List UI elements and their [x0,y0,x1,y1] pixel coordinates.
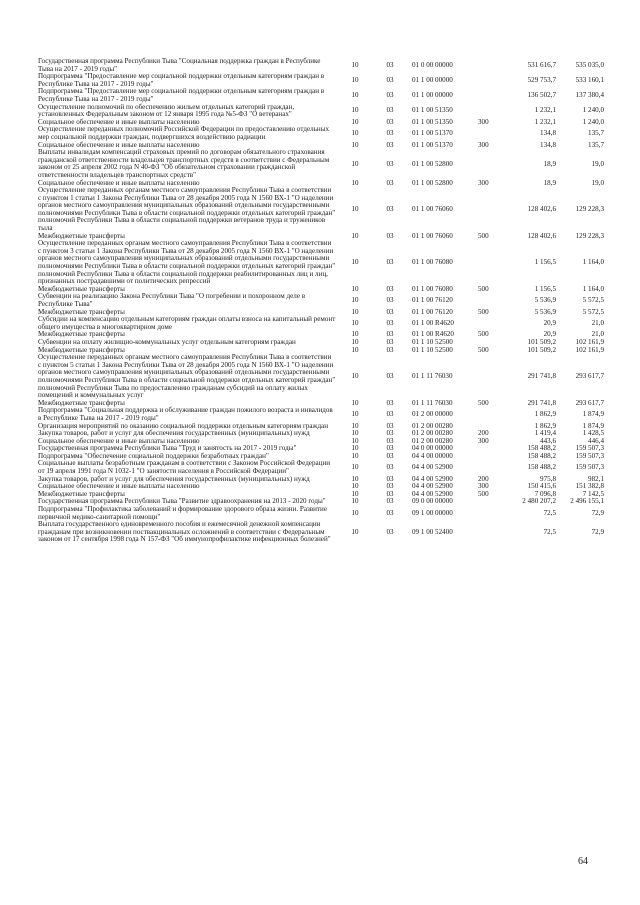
row-amount-second: 1 874,9 [582,410,604,419]
row-subsection: 03 [386,318,394,327]
row-amount-first: 158 488,2 [527,463,556,472]
row-target-article: 01 1 00 52800 [412,178,453,187]
row-amount-first: 5 536,9 [534,296,556,305]
row-name: Закупка товаров, работ и услуг для обеспечения государственных (муниципальных) нужд [38,474,310,483]
row-amount-first: 128 402,6 [527,231,556,240]
row-section: 10 [351,436,359,445]
row-subsection: 03 [386,258,394,267]
row-amount-first: 291 741,8 [527,398,556,407]
row-name: Межбюджетные трансферты [38,330,125,339]
row-amount-first: 128 402,6 [527,205,556,214]
row-amount-second: 535 035,0 [575,60,604,69]
table-row [38,506,604,521]
table-row [38,521,604,544]
table-row [38,460,604,475]
row-amount-first: 1 419,4 [534,429,556,438]
row-name: Подпрограмма "Предоставление мер социальной поддержки отдельным категориям граждан в Республике Тыва на 2017 - 2019 годы" [38,87,325,103]
table-row [38,187,604,233]
table-row [38,104,604,119]
row-amount-first: 72,5 [543,527,556,536]
row-section: 10 [351,231,359,240]
row-amount-second: 159 507,3 [575,444,604,453]
row-amount-second: 1 240,0 [582,117,604,126]
row-expense-type [474,240,504,286]
row-name: Подпрограмма "Профилактика заболеваний и формирование здорового образа жизни. Развитие первичной медико-санитарной помощи" [38,505,327,521]
row-expense-type: 300 [478,436,489,445]
row-subsection: 03 [386,463,394,472]
page-number: 64 [578,856,588,867]
row-section: 10 [351,337,359,346]
row-name: Межбюджетные трансферты [38,284,125,293]
row-name: Осуществление переданных органам местного самоуправления Республики Тыва в соответствии с пунктом 5 статьи 1 Закона Республики Тыва от 28 декабря 2005 года N 1560 ВХ-1 "О наделении органов местного самоуправления муниципальных образований отдельными государственными полномочиями Республики Тыва в области социальной поддержки отдельных категорий граждан" полномочий Республики Тыва по предоставлению гражданам субсидий на оплату жилых помещений и коммунальных услуг [38,353,336,400]
row-amount-second: 129 228,3 [575,205,604,214]
row-amount-second: 1 164,0 [582,284,604,293]
row-subsection: 03 [386,489,394,498]
row-amount-second: 135,7 [588,140,604,149]
row-amount-second: 21,0 [591,318,604,327]
row-target-article: 01 1 10 52500 [412,345,453,354]
row-amount-second: 5 572,5 [582,307,604,316]
row-expense-type [474,316,504,331]
row-subsection: 03 [386,398,394,407]
row-amount-second: 72,9 [591,508,604,517]
row-target-article: 04 4 00 52900 [412,482,453,491]
table-row [38,58,604,73]
row-expense-type: 500 [478,398,489,407]
row-amount-first: 20,9 [543,330,556,339]
row-section: 10 [351,129,359,138]
row-name: Социальное обеспечение и иные выплаты населению [38,436,200,445]
row-target-article: 01 1 00 51350 [412,117,453,126]
row-name: Межбюджетные трансферты [38,489,125,498]
row-subsection: 03 [386,372,394,381]
row-name: Осуществление переданных органам местного самоуправления Республики Тыва в соответствии с пунктом 1 статьи 1 Закона Республики Тыва от 28 декабря 2005 года N 1560 ВХ-1 "О наделении органов местного самоуправления муниципальных образований отдельными государственными полномочиями Республики Тыва в области социальной поддержки отдельных категорий граждан" полномочий Республики Тыва в области социальной поддержки ветеранов труда и тружеников тыла [38,186,336,233]
row-section: 10 [351,497,359,506]
row-name: Социальные выплаты безработным гражданам в соответствии с Законом Российской Федерации от 19 апреля 1991 года N 1032-1 "О занятости населения в Российской Федерации" [38,459,331,476]
row-amount-first: 18,9 [543,159,556,168]
row-target-article: 01 1 00 51350 [412,106,453,115]
row-subsection: 03 [386,497,394,506]
row-subsection: 03 [386,436,394,445]
row-name: Государственная программа Республики Тыва "Труд и занятость на 2017 - 2019 годы" [38,444,297,453]
row-name: Межбюджетные трансферты [38,398,125,407]
row-section: 10 [351,345,359,354]
row-amount-first: 5 536,9 [534,307,556,316]
row-amount-first: 72,5 [543,508,556,517]
row-section: 10 [351,296,359,305]
row-amount-first: 7 096,8 [534,489,556,498]
row-expense-type [474,460,504,475]
row-amount-second: 7 142,5 [582,489,604,498]
row-amount-second: 135,7 [588,129,604,138]
row-section: 10 [351,284,359,293]
row-expense-type: 200 [478,474,489,483]
row-name: Выплаты инвалидам компенсаций страховых премий по договорам обязательного страхования гражданской ответственности владельцев транспортных средств в соответствии с Федеральным законом от 25 апреля 2002 года N 40-ФЗ "Об обязательном страховании гражданской ответственности владельцев транспортных средств" [38,148,330,179]
row-target-article: 01 1 00 R4620 [412,330,454,339]
row-section: 10 [351,307,359,316]
row-amount-second: 5 572,5 [582,296,604,305]
table-row [38,240,604,286]
row-name: Социальное обеспечение и иные выплаты населению [38,178,200,187]
row-section: 10 [351,421,359,430]
row-target-article: 04 4 00 00000 [412,451,453,460]
table-row [38,88,604,103]
row-name: Подпрограмма "Обеспечение социальной поддержки безработных граждан" [38,451,269,460]
row-name: Социальное обеспечение и иные выплаты населению [38,117,200,126]
row-amount-second: 1 240,0 [582,106,604,115]
row-expense-type [474,126,504,141]
row-amount-first: 158 488,2 [527,451,556,460]
row-expense-type [474,73,504,88]
row-amount-first: 134,8 [540,140,556,149]
table-row [38,149,604,179]
row-amount-first: 101 509,2 [527,337,556,346]
row-subsection: 03 [386,508,394,517]
row-amount-first: 1 156,5 [534,284,556,293]
row-subsection: 03 [386,75,394,84]
table-row [38,73,604,88]
row-target-article: 01 1 00 00000 [412,91,453,100]
row-target-article: 01 1 00 76080 [412,258,453,267]
row-expense-type: 300 [478,482,489,491]
row-subsection: 03 [386,284,394,293]
row-section: 10 [351,60,359,69]
table-row [38,316,604,331]
row-subsection: 03 [386,421,394,430]
row-amount-second: 2 496 155,1 [570,497,604,506]
table-row [38,354,604,400]
row-section: 10 [351,330,359,339]
row-amount-first: 1 862,9 [534,421,556,430]
row-name: Государственная программа Республики Тыва "Развитие здравоохранения на 2013 - 2020 годы" [38,497,326,506]
row-amount-second: 137 380,4 [575,91,604,100]
row-name: Межбюджетные трансферты [38,307,125,316]
row-expense-type: 500 [478,231,489,240]
row-amount-first: 101 509,2 [527,345,556,354]
row-amount-first: 2 480 207,2 [522,497,556,506]
row-amount-second: 102 161,9 [575,345,604,354]
row-name: Организация мероприятий по оказанию социальной поддержки отдельным категориям граждан [38,421,329,430]
row-subsection: 03 [386,444,394,453]
row-section: 10 [351,410,359,419]
row-section: 10 [351,258,359,267]
row-section: 10 [351,205,359,214]
row-expense-type [474,453,504,461]
budget-table [38,58,604,544]
row-amount-second: 1 874,9 [582,421,604,430]
row-expense-type: 500 [478,307,489,316]
row-name: Субвенции на реализацию Закона Республики Тыва "О погребении и похоронном деле в Республике Тыва" [38,292,306,308]
row-amount-first: 134,8 [540,129,556,138]
row-amount-second: 982,1 [588,474,604,483]
row-target-article: 09 0 00 00000 [412,497,453,506]
row-target-article: 01 2 00 00280 [412,436,453,445]
row-amount-second: 159 507,3 [575,463,604,472]
row-expense-type [474,104,504,119]
row-expense-type [474,498,504,506]
row-expense-type [474,521,504,544]
row-amount-first: 975,8 [540,474,556,483]
row-expense-type: 500 [478,489,489,498]
row-subsection: 03 [386,482,394,491]
row-amount-second: 102 161,9 [575,337,604,346]
row-subsection: 03 [386,296,394,305]
row-section: 10 [351,318,359,327]
row-expense-type [474,445,504,453]
row-target-article: 01 1 00 00000 [412,75,453,84]
row-subsection: 03 [386,106,394,115]
row-name: Межбюджетные трансферты [38,231,125,240]
row-target-article: 04 4 00 52900 [412,474,453,483]
row-subsection: 03 [386,91,394,100]
row-target-article: 04 4 00 52900 [412,463,453,472]
row-amount-first: 1 232,1 [534,117,556,126]
row-expense-type: 200 [478,429,489,438]
row-name: Государственная программа Республики Тыва "Социальная поддержка граждан в Республике Тыва на 2017 - 2019 годы" [38,57,321,73]
row-subsection: 03 [386,429,394,438]
row-section: 10 [351,398,359,407]
row-subsection: 03 [386,140,394,149]
row-expense-type [474,293,504,308]
row-name: Осуществление переданных органам местного самоуправления Республики Тыва в соответствии с пунктом 3 статьи 1 Закона Республики Тыва от 28 декабря 2005 года N 1560 ВХ-1 "О наделении органов местного самоуправления муниципальных образований отдельными государственными полномочиями Республики Тыва в области социальной поддержки отдельных категорий граждан" полномочий Республики Тыва в области социальной поддержки реабилитированных лиц и лиц, признанных пострадавшими от политических репрессий [38,239,336,286]
row-amount-first: 1 156,5 [534,258,556,267]
row-subsection: 03 [386,345,394,354]
row-target-article: 01 1 00 76120 [412,307,453,316]
row-target-article: 01 2 00 00280 [412,429,453,438]
row-amount-first: 443,6 [540,436,556,445]
row-amount-second: 151 382,8 [575,482,604,491]
row-subsection: 03 [386,117,394,126]
row-target-article: 01 2 00 00000 [412,410,453,419]
row-section: 10 [351,117,359,126]
row-section: 10 [351,508,359,517]
table-row [38,293,604,308]
row-target-article: 01 1 00 R4620 [412,318,454,327]
row-target-article: 01 1 00 76120 [412,296,453,305]
row-expense-type: 500 [478,330,489,339]
row-name: Социальное обеспечение и иные выплаты населению [38,140,200,149]
row-name: Субвенции на оплату жилищно-коммунальных услуг отдельным категориям граждан [38,337,296,346]
row-target-article: 01 1 00 51370 [412,129,453,138]
row-target-article: 01 1 00 76060 [412,231,453,240]
row-subsection: 03 [386,337,394,346]
row-target-article: 01 1 00 52800 [412,159,453,168]
row-amount-first: 1 862,9 [534,410,556,419]
row-subsection: 03 [386,60,394,69]
row-subsection: 03 [386,178,394,187]
budget-table-body [38,58,604,544]
row-amount-first: 136 502,7 [527,91,556,100]
row-amount-second: 19,0 [591,178,604,187]
row-section: 10 [351,429,359,438]
row-subsection: 03 [386,159,394,168]
row-section: 10 [351,106,359,115]
row-amount-second: 1 164,0 [582,258,604,267]
row-amount-first: 291 741,8 [527,372,556,381]
row-name: Субсидии на компенсацию отдельным категориям граждан оплаты взноса на капитальный ремонт общего имущества в многоквартирном доме [38,315,336,331]
table-row [38,126,604,141]
row-section: 10 [351,474,359,483]
row-amount-second: 21,0 [591,330,604,339]
row-subsection: 03 [386,307,394,316]
row-section: 10 [351,444,359,453]
row-subsection: 03 [386,330,394,339]
row-amount-first: 150 415,6 [527,482,556,491]
row-name: Осуществление полномочий по обеспечению жильем отдельных категорий граждан, установленных Федеральным законом от 12 января 1995 года №5-ФЗ "О ветеранах" [38,102,295,119]
row-expense-type [474,88,504,103]
row-name: Закупка товаров, работ и услуг для обеспечения государственных (муниципальных) нужд [38,429,310,438]
row-expense-type [474,506,504,521]
row-expense-type: 500 [478,284,489,293]
row-name: Подпрограмма "Социальная поддержка и обслуживание граждан пожилого возраста и инвалидов в Республике Тыва на 2017 - 2019 годы" [38,406,333,422]
row-target-article: 09 1 00 00000 [412,508,453,517]
row-subsection: 03 [386,129,394,138]
row-amount-second: 159 507,3 [575,451,604,460]
row-subsection: 03 [386,527,394,536]
row-amount-second: 533 160,1 [575,75,604,84]
row-amount-first: 158 488,2 [527,444,556,453]
row-section: 10 [351,463,359,472]
row-name: Социальное обеспечение и иные выплаты населению [38,482,200,491]
row-target-article: 01 1 11 76030 [412,372,453,381]
row-amount-second: 293 617,7 [575,398,604,407]
row-amount-first: 529 753,7 [527,75,556,84]
row-section: 10 [351,489,359,498]
row-target-article: 04 0 00 00000 [412,444,453,453]
row-name: Подпрограмма "Предоставление мер социальной поддержки отдельным категориям граждан в Республике Тыва на 2017 - 2019 годы" [38,72,325,88]
row-amount-second: 446,4 [588,436,604,445]
row-target-article: 04 4 00 52900 [412,489,453,498]
row-expense-type [474,58,504,73]
row-section: 10 [351,372,359,381]
row-amount-second: 1 428,5 [582,429,604,438]
row-target-article: 01 1 10 52500 [412,337,453,346]
row-name: Выплата государственного единовременного пособия и ежемесячной денежной компенсации гражданам при возникновении поствакцинальных осложнений в соответствии с Федеральным законом от 17 сентября 1998 года N 157-ФЗ "Об иммунопрофилактике инфекционных болезней" [38,520,331,544]
row-expense-type: 300 [478,117,489,126]
row-expense-type: 500 [478,345,489,354]
row-target-article: 01 1 00 76060 [412,205,453,214]
row-section: 10 [351,482,359,491]
row-section: 10 [351,527,359,536]
row-expense-type [474,149,504,179]
table-row [38,407,604,422]
row-expense-type: 300 [478,140,489,149]
row-expense-type [474,407,504,422]
row-expense-type [474,187,504,233]
row-section: 10 [351,178,359,187]
row-subsection: 03 [386,474,394,483]
row-section: 10 [351,140,359,149]
row-target-article: 01 1 00 76080 [412,284,453,293]
row-target-article: 01 0 00 00000 [412,60,453,69]
row-section: 10 [351,75,359,84]
row-amount-first: 20,9 [543,318,556,327]
row-expense-type: 300 [478,178,489,187]
row-target-article: 01 1 11 76030 [412,398,453,407]
row-section: 10 [351,91,359,100]
row-expense-type [474,354,504,400]
row-subsection: 03 [386,231,394,240]
row-amount-first: 531 616,7 [527,60,556,69]
row-name: Межбюджетные трансферты [38,345,125,354]
row-amount-second: 129 228,3 [575,231,604,240]
row-amount-second: 19,0 [591,159,604,168]
row-amount-second: 72,9 [591,527,604,536]
row-amount-first: 1 232,1 [534,106,556,115]
row-name: Осуществление переданных полномочий Российской Федерации по предоставлению отдельных мер социальной поддержки граждан, подвергшихся воздействию радиации [38,125,330,141]
row-target-article: 01 1 00 51370 [412,140,453,149]
row-amount-first: 18,9 [543,178,556,187]
row-subsection: 03 [386,451,394,460]
row-section: 10 [351,451,359,460]
row-section: 10 [351,159,359,168]
row-subsection: 03 [386,410,394,419]
row-target-article: 01 2 00 00280 [412,421,453,430]
row-subsection: 03 [386,205,394,214]
row-target-article: 09 1 00 52400 [412,527,453,536]
row-amount-second: 293 617,7 [575,372,604,381]
